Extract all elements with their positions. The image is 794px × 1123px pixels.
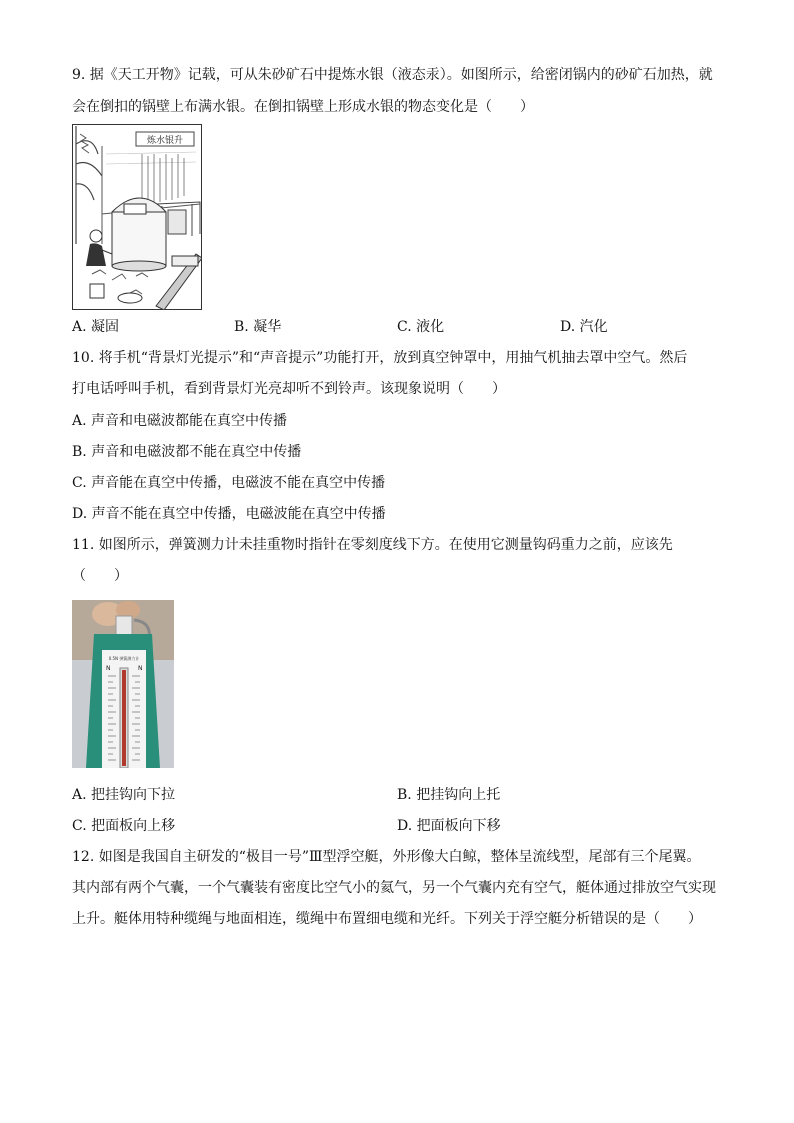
q9-figure-woodcut [72, 124, 202, 310]
q11-stem-line2: （ ） [72, 568, 128, 584]
q11-option-b: B. 把挂钩向上托 [397, 787, 501, 803]
q9-option-a: A. 凝固 [72, 319, 120, 335]
q11-option-d: D. 把面板向下移 [397, 818, 501, 834]
q12-stem-line2: 其内部有两个气囊，一个气囊装有密度比空气小的氦气，另一个气囊内充有空气，艇体通过排放空气实现 [72, 880, 716, 896]
q9-stem-line2: 会在倒扣的锅壁上布满水银。在倒扣锅壁上形成水银的物态变化是（ ） [72, 99, 534, 115]
q9-figure-caption: 炼水银升 [146, 136, 184, 146]
q10-option-a: A. 声音和电磁波都能在真空中传播 [72, 413, 288, 429]
q11-option-a: A. 把挂钩向下拉 [72, 787, 176, 803]
q10-option-d: D. 声音不能在真空中传播，电磁波能在真空中传播 [72, 506, 386, 522]
q11-figure-spring-scale [72, 600, 174, 768]
q11-figure-unit-right: N [138, 665, 143, 672]
q11-stem-line1: 11. 如图所示，弹簧测力计未挂重物时指针在零刻度线下方。在使用它测量钩码重力之前，应该先 [72, 537, 673, 553]
q10-option-b: B. 声音和电磁波都不能在真空中传播 [72, 444, 302, 460]
q9-option-c: C. 液化 [397, 319, 445, 335]
q11-figure-unit-left: N [106, 665, 111, 672]
q10-stem-line2: 打电话呼叫手机，看到背景灯光亮却听不到铃声。该现象说明（ ） [72, 381, 506, 397]
q12-stem-line3: 上升。艇体用特种缆绳与地面相连，缆绳中布置细电缆和光纤。下列关于浮空艇分析错误的是（ ） [72, 911, 702, 927]
q12-stem-line1: 12. 如图是我国自主研发的“极目一号”Ⅲ型浮空艇，外形像大白鲸，整体呈流线型，尾部有三个尾翼。 [72, 849, 701, 865]
q9-option-d: D. 汽化 [560, 319, 608, 335]
svg-text:0.5N 弹簧测力计: 0.5N 弹簧测力计 [108, 656, 140, 661]
q9-option-b: B. 凝华 [234, 319, 282, 335]
q10-option-c: C. 声音能在真空中传播，电磁波不能在真空中传播 [72, 475, 386, 491]
q10-stem-line1: 10. 将手机“背景灯光提示”和“声音提示”功能打开，放到真空钟罩中，用抽气机抽去罩中空气。然后 [72, 350, 688, 366]
q11-option-c: C. 把面板向上移 [72, 818, 176, 834]
q9-stem-line1: 9. 据《天工开物》记载，可从朱砂矿石中提炼水银（液态汞）。如图所示，给密闭锅内的砂矿石加热，就 [72, 67, 713, 83]
